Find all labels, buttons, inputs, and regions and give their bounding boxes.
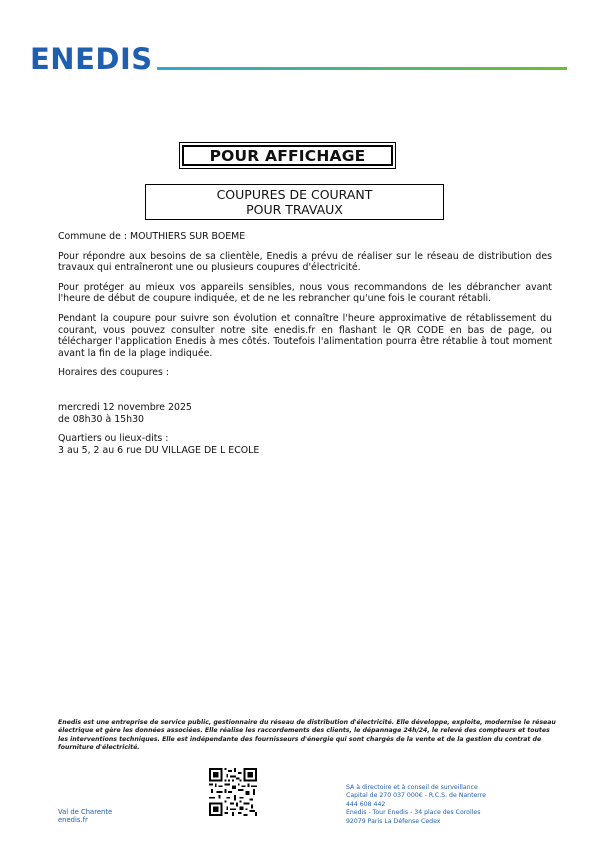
horaires-label: Horaires des coupures : [58, 367, 170, 379]
logo-gradient-line [157, 67, 567, 70]
title-line2: POUR TRAVAUX [246, 202, 343, 217]
paragraph-followup: Pendant la coupure pour suivre son évolution et connaître l'heure approximative de rétablissement du courant, vous pouvez consulter notre site enedis.fr en flashant le QR CODE en bas de page, ou télécharger l'application Enedis à mes côtés. Toutefois l'alimentation pourra être rétablie à tout moment avant la fin de la plage indiquée. [58, 312, 552, 359]
title-line1: COUPURES DE COURANT [216, 187, 373, 202]
enedis-logo [30, 44, 154, 72]
outage-date: mercredi 12 novembre 2025 [58, 401, 192, 413]
region-name: Val de Charente [58, 808, 113, 816]
company-rcs: 444 608 442 [346, 800, 386, 808]
title-box [145, 184, 444, 220]
notice-body [58, 231, 552, 464]
legal-notice: Enedis est une entreprise de service public, gestionnaire du réseau de distribution d'électricité. Elle développe, exploite, modernise le réseau électrique et gère les données associées. Elle réalise les raccordements des clients, le dépannage 24h/24, le relevé des compteurs et toutes les interventions techniques. Elle est indépendante des fournisseurs d'énergie qui sont chargés de la vente et de la gestion du contrat de fourniture d'électricité. [58, 719, 556, 752]
paragraph-intro: Pour répondre aux besoins de sa clientèle, Enedis a prévu de réaliser sur le réseau de distribution des travaux qui entraîneront une ou plusieurs coupures d'électricité. [58, 250, 552, 274]
footer-left [58, 808, 112, 825]
paragraph-protect: Pour protéger au mieux vos appareils sensibles, nous vous recommandons de les débrancher avant l'heure de début de coupure indiquée, et de ne les rebrancher qu'une fois le courant rétabli. [58, 281, 552, 305]
footer-company-info [346, 784, 486, 826]
outage-hours: de 08h30 à 15h30 [58, 413, 145, 425]
company-address: Enedis - Tour Enedis - 34 place des Corolles [346, 809, 481, 817]
website-link[interactable]: enedis.fr [58, 816, 88, 825]
quartiers-value: 3 au 5, 2 au 6 rue DU VILLAGE DE L ECOLE [58, 444, 260, 456]
qr-code-icon[interactable] [209, 768, 257, 816]
pour-affichage-box [179, 142, 396, 169]
company-capital: Capital de 270 037 000€ - R.C.S. de Nanterre [346, 792, 486, 800]
company-city: 92079 Paris La Défense Cedex [346, 817, 441, 825]
pour-affichage-label: POUR AFFICHAGE [182, 145, 393, 166]
quartiers-label: Quartiers ou lieux-dits : [58, 433, 169, 445]
company-type: SA à directoire et à conseil de surveillance [346, 784, 478, 791]
svg-text:ENEDIS: ENEDIS [30, 44, 153, 72]
commune-line: Commune de : MOUTHIERS SUR BOEME [58, 231, 246, 242]
